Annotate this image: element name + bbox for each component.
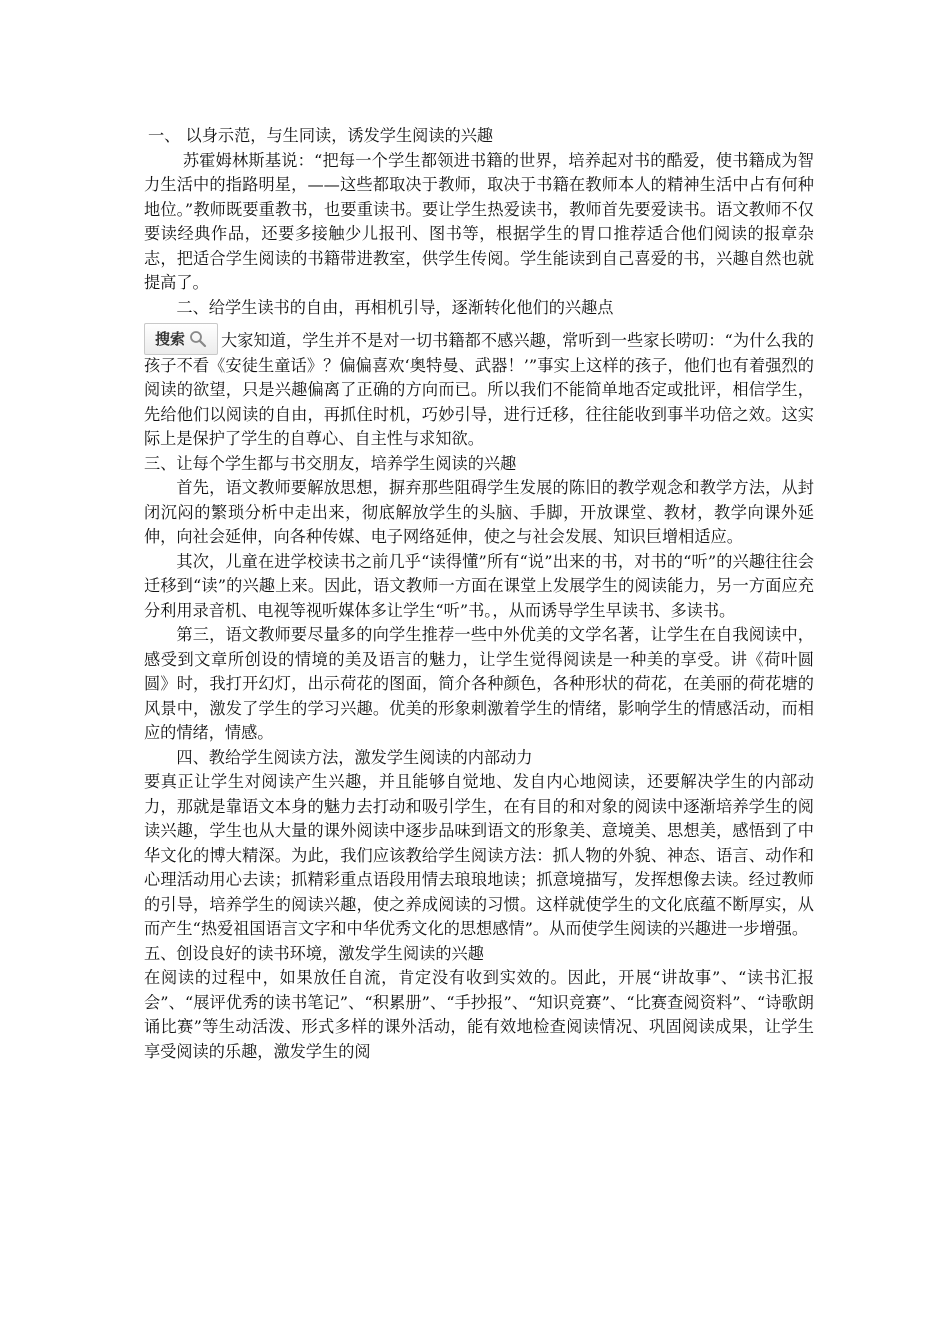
section-3-paragraph-2: 其次，儿童在进学校读书之前几乎“读得懂”所有“说”出来的书，对书的“听”的兴趣往往会迁移到“读”的兴趣上来。因此，语文教师一方面在课堂上发展学生的阅读能力，另一方面应充分利用录音机、电视等视听媒体多让学生“听”书。，从而诱导学生早读书、多读书。	[144, 551, 814, 620]
section-4-paragraph: 要真正让学生对阅读产生兴趣，并且能够自觉地、发自内心地阅读，还要解决学生的内部动力，那就是靠语文本身的魅力去打动和吸引学生，在有目的和对象的阅读中逐渐培养学生的阅读兴趣，学生也从大量的课外阅读中逐步品味到语文的形象美、意境美、思想美，感悟到了中华文化的博大精深。为此，我们应该教给学生阅读方法：抓人物的外貌、神态、语言、动作和心理活动用心去读；抓精彩重点语段用情去琅琅地读；抓意境描写，发挥想像去读。经过教师的引导，培养学生的阅读兴趣，使之养成阅读的习惯。这样就使学生的文化底蕴不断厚实，从而产生“热爱祖国语言文字和中华优秀文化的思想感情”。从而使学生阅读的兴趣进一步增强。	[144, 772, 814, 938]
search-icon	[189, 330, 207, 348]
section-3-heading: 三、让每个学生都与书交朋友，培养学生阅读的兴趣	[144, 453, 517, 473]
section-5-paragraph: 在阅读的过程中，如果放任自流，肯定没有收到实效的。因此，开展“讲故事”、“读书汇报会”、“展评优秀的读书笔记”、“积累册”、“手抄报”、“知识竞赛”、“比赛查阅资料”、“诗歌朗诵比赛”等生动活泼、形式多样的课外活动，能有效地检查阅读情况、巩固阅读成果，让学生享受阅读的乐趣，激发学生的阅	[144, 968, 814, 1061]
section-2-paragraph: 大家知道，学生并不是对一切书籍都不感兴趣，常听到一些家长唠叨：“为什么我的孩子不看《安徒生童话》？偏偏喜欢‘奥特曼、武器！’”事实上这样的孩子，他们也有着强烈的阅读的欲望，只是兴趣偏离了正确的方向而已。所以我们不能简单地否定或批评，相信学生，先给他们以阅读的自由，再抓住时机，巧妙引导，进行迁移，往往能收到事半功倍之效。这实际上是保护了学生的自尊心、自主性与求知欲。	[144, 331, 814, 448]
search-label: 搜索	[154, 329, 185, 348]
section-3-paragraph-1: 首先，语文教师要解放思想，摒弃那些阻碍学生发展的陈旧的教学观念和教学方法，从封闭沉闷的繁琐分析中走出来，彻底解放学生的头脑、手脚，开放课堂、教材，教学向课外延伸，向社会延伸，向各种传媒、电子网络延伸，使之与社会发展、知识巨增相适应。	[144, 478, 814, 546]
section-1-heading: 一、 以身示范，与生同读，诱发学生阅读的兴趣	[148, 126, 494, 145]
section-5-heading: 五、创设良好的读书环境，激发学生阅读的兴趣	[144, 943, 484, 963]
document-body	[144, 124, 814, 1064]
section-3-paragraph-3: 第三，语文教师要尽量多的向学生推荐一些中外优美的文学名著，让学生在自我阅读中，感受到文章所创设的情境的美及语言的魅力，让学生觉得阅读是一种美的享受。讲《荷叶圆圆》时，我打开幻灯，出示荷花的图面，简介各种颜色，各种形状的荷花，在美丽的荷花塘的风景中，激发了学生的学习兴趣。优美的形象刺激着学生的情绪，影响学生的情感活动，而相应的情绪，情感。	[144, 625, 814, 742]
section-2-heading: 二、给学生读书的自由，再相机引导，逐渐转化他们的兴趣点	[176, 297, 614, 317]
section-1-paragraph: 苏霍姆林斯基说：“把每一个学生都领进书籍的世界，培养起对书的酷爱，使书籍成为智力生活中的指路明星，——这些都取决于教师，取决于书籍在教师本人的精神生活中占有何种地位。”教师既要重教书，也要重读书。要让学生热爱读书，教师首先要爱读书。语文教师不仅要读经典作品，还要多接触少儿报刊、图书等，根据学生的胃口推荐适合他们阅读的报章杂志，把适合学生阅读的书籍带进教室，供学生传阅。学生能读到自己喜爱的书，兴趣自然也就提高了。	[144, 150, 814, 292]
search-button[interactable]	[144, 323, 218, 355]
section-4-heading: 四、教给学生阅读方法，激发学生阅读的内部动力	[176, 747, 533, 767]
